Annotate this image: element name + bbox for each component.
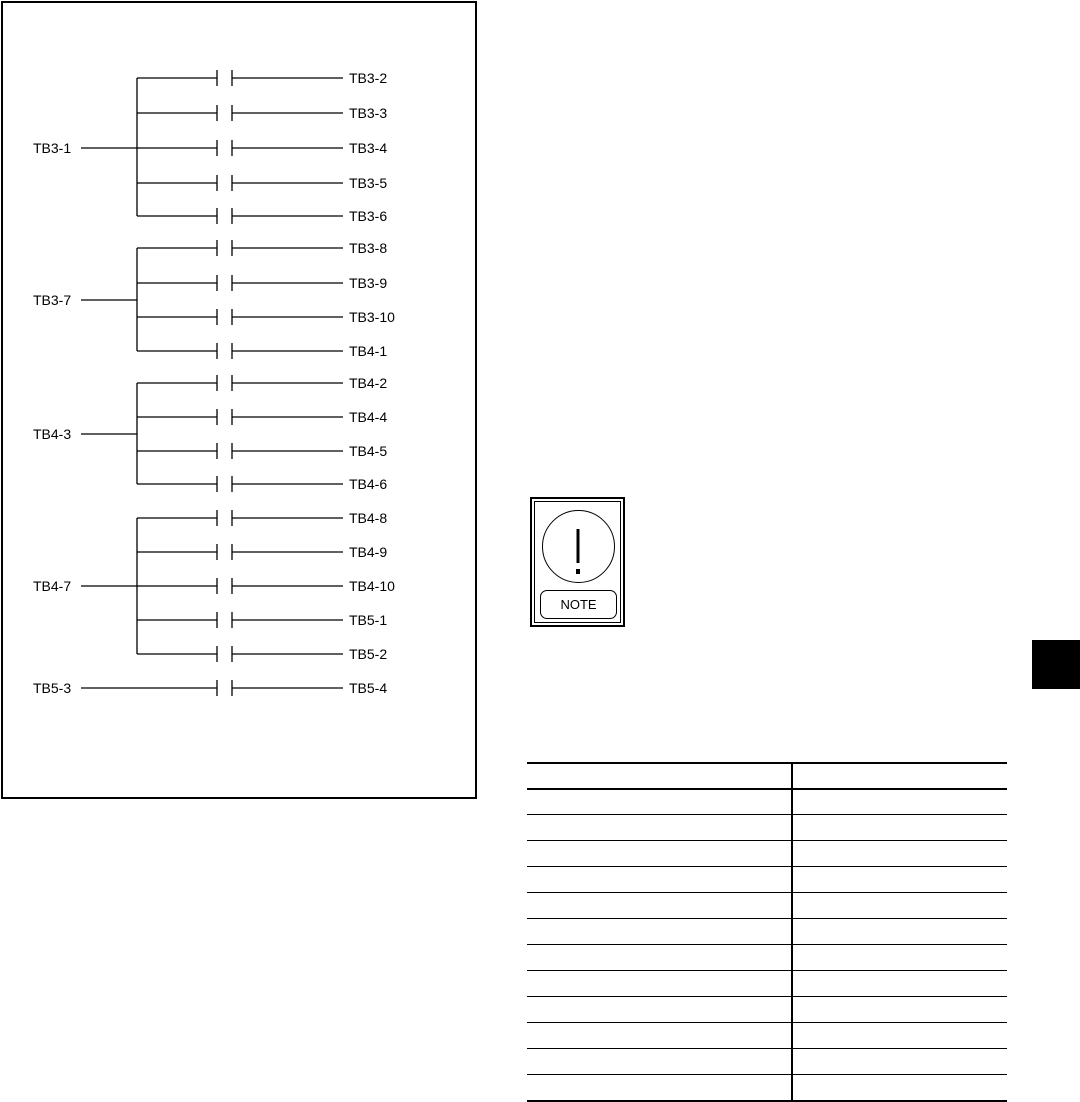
output-terminal-label: TB3-4 — [349, 140, 388, 156]
table-cell — [799, 866, 1003, 892]
table-header-rule — [527, 788, 1007, 790]
table-row-rule — [527, 814, 1007, 815]
table-cell — [799, 996, 1003, 1022]
output-terminal-label: TB5-2 — [349, 646, 388, 662]
table-cell — [531, 892, 787, 918]
note-callout — [530, 497, 625, 627]
output-terminal-label: TB3-3 — [349, 105, 388, 121]
table-row-rule — [527, 1048, 1007, 1049]
note-label: NOTE — [540, 590, 617, 619]
table-row-rule — [527, 892, 1007, 893]
table-row — [527, 970, 1007, 996]
output-terminal-label: TB3-10 — [349, 309, 395, 325]
diagram-frame — [1, 1, 477, 799]
contact-wiring-diagram — [3, 3, 475, 797]
table-row — [527, 944, 1007, 970]
table-cell — [799, 944, 1003, 970]
table-row — [527, 1022, 1007, 1048]
table-cell — [531, 1048, 787, 1074]
output-terminal-label: TB5-4 — [349, 680, 388, 696]
table-row — [527, 788, 1007, 814]
output-terminal-label: TB3-5 — [349, 175, 388, 191]
output-terminal-label: TB4-4 — [349, 409, 388, 425]
table-cell — [531, 1074, 787, 1100]
table-row-rule — [527, 996, 1007, 997]
table-cell — [531, 970, 787, 996]
table-header-cell — [531, 762, 787, 788]
output-terminal-label: TB3-2 — [349, 70, 388, 86]
table-header-row — [527, 762, 1007, 788]
table-cell — [799, 918, 1003, 944]
table-row — [527, 1074, 1007, 1100]
table-cell — [531, 1022, 787, 1048]
source-terminal-label: TB5-3 — [33, 680, 72, 696]
output-terminal-label: TB4-8 — [349, 510, 388, 526]
table-row-rule — [527, 918, 1007, 919]
table-top-rule — [527, 762, 1007, 764]
source-terminal-label: TB3-7 — [33, 292, 72, 308]
table-row — [527, 814, 1007, 840]
source-terminal-label: TB3-1 — [33, 140, 72, 156]
table-cell — [531, 918, 787, 944]
output-terminal-label: TB5-1 — [349, 612, 388, 628]
table-row — [527, 866, 1007, 892]
source-terminal-label: TB4-7 — [33, 578, 72, 594]
table-row-rule — [527, 970, 1007, 971]
table-cell — [531, 866, 787, 892]
table-row-rule — [527, 1022, 1007, 1023]
table-cell — [799, 788, 1003, 814]
table-cell — [799, 814, 1003, 840]
output-terminal-label: TB4-5 — [349, 443, 388, 459]
source-terminal-label: TB4-3 — [33, 426, 72, 442]
table-column-divider — [791, 762, 793, 1100]
table-cell — [799, 970, 1003, 996]
table-cell — [799, 892, 1003, 918]
output-terminal-label: TB3-8 — [349, 240, 388, 256]
table-cell — [531, 788, 787, 814]
table-cell — [799, 1074, 1003, 1100]
table-row-rule — [527, 840, 1007, 841]
table-cell — [531, 944, 787, 970]
output-terminal-label: TB4-10 — [349, 578, 395, 594]
table-cell — [799, 1048, 1003, 1074]
table-row — [527, 918, 1007, 944]
output-terminal-label: TB4-6 — [349, 476, 388, 492]
spec-table — [527, 762, 1007, 1100]
output-terminal-label: TB4-1 — [349, 343, 388, 359]
table-row — [527, 996, 1007, 1022]
table-cell — [799, 1022, 1003, 1048]
output-terminal-label: TB4-2 — [349, 375, 388, 391]
table-row-rule — [527, 944, 1007, 945]
table-row — [527, 892, 1007, 918]
note-inner-border — [534, 501, 621, 623]
section-tab-marker — [1032, 640, 1080, 689]
table-row-rule — [527, 1074, 1007, 1075]
output-terminal-label: TB3-9 — [349, 275, 388, 291]
table-cell — [531, 996, 787, 1022]
table-cell — [799, 840, 1003, 866]
table-header-cell — [799, 762, 1003, 788]
table-cell — [531, 814, 787, 840]
exclamation-mark-icon — [543, 527, 613, 577]
table-cell — [531, 840, 787, 866]
output-terminal-label: TB4-9 — [349, 544, 388, 560]
table-row — [527, 1048, 1007, 1074]
output-terminal-label: TB3-6 — [349, 208, 388, 224]
table-row — [527, 840, 1007, 866]
exclamation-circle-icon — [542, 510, 615, 583]
table-row-rule — [527, 866, 1007, 867]
